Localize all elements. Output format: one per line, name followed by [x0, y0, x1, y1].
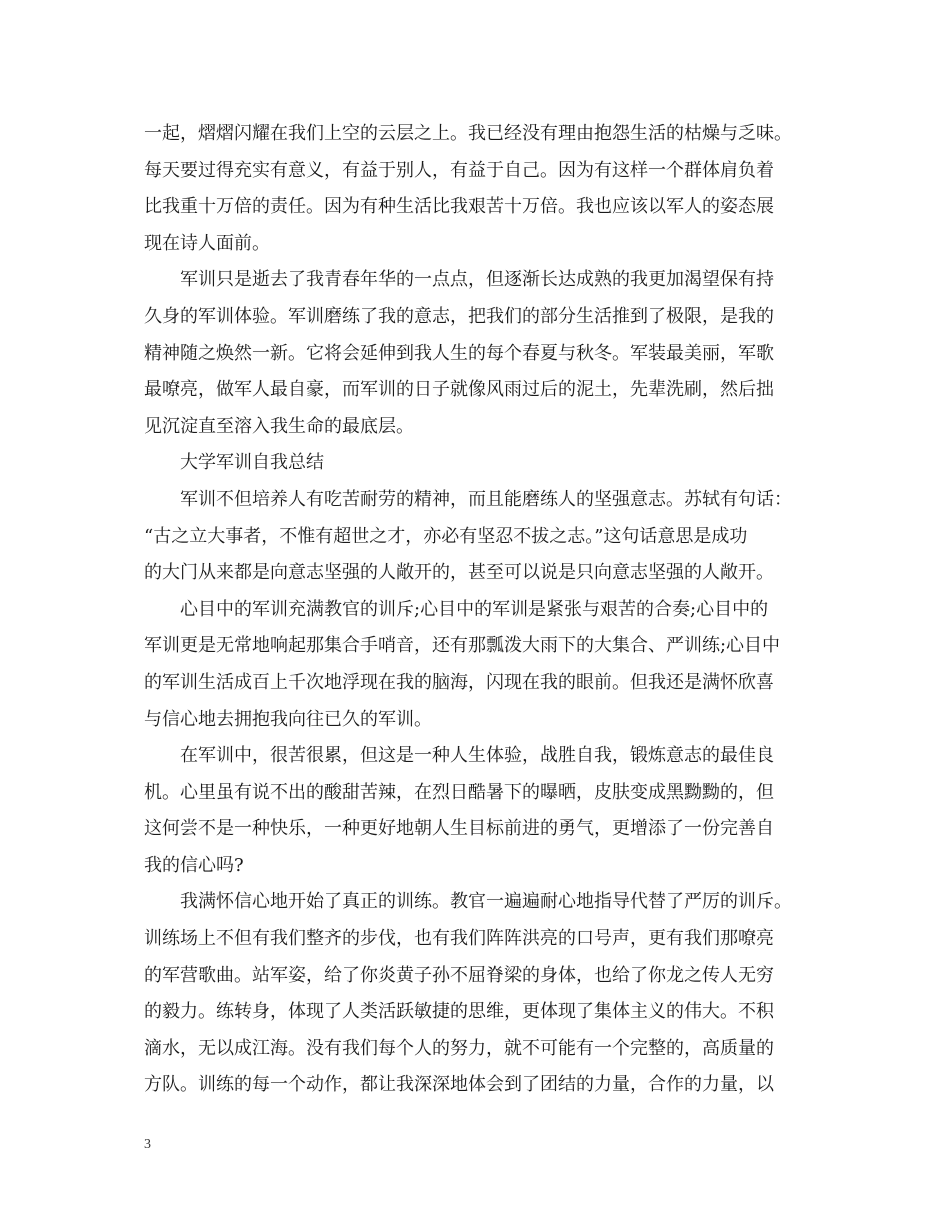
text-line: 见沉淀直至溶入我生命的最底层。 [144, 415, 414, 437]
text-line: “古之立大事者，不惟有超世之才，亦必有坚忍不拔之志。”这句话意思是成功 [144, 525, 748, 547]
text-line: 的军训生活成百上千次地浮现在我的脑海，闪现在我的眼前。但我还是满怀欣喜 [144, 671, 774, 693]
paragraph-start-line: 心目中的军训充满教官的训斥;心目中的军训是紧张与艰苦的合奏;心目中的 [180, 598, 769, 620]
document-body [144, 116, 804, 1104]
text-line: 军训更是无常地响起那集合手哨音，还有那瓢泼大雨下的大集合、严训练;心目中 [144, 635, 781, 657]
section-heading: 大学军训自我总结 [180, 452, 324, 474]
paragraph-start-line: 军训只是逝去了我青春年华的一点点，但逐渐长达成熟的我更加渴望保有持 [180, 269, 774, 291]
text-line: 这何尝不是一种快乐，一种更好地朝人生目标前进的勇气，更增添了一份完善自 [144, 818, 774, 840]
text-line: 我的信心吗? [144, 854, 244, 876]
text-line: 方队。训练的每一个动作，都让我深深地体会到了团结的力量，合作的力量，以 [144, 1074, 774, 1096]
text-line: 训练场上不但有我们整齐的步伐，也有我们阵阵洪亮的口号声，更有我们那嘹亮 [144, 928, 774, 950]
paragraph-start-line: 我满怀信心地开始了真正的训练。教官一遍遍耐心地指导代替了严厉的训斥。 [180, 891, 792, 913]
text-line: 每天要过得充实有意义，有益于别人，有益于自己。因为有这样一个群体肩负着 [144, 159, 774, 181]
text-line: 的军营歌曲。站军姿，给了你炎黄子孙不屈脊梁的身体，也给了你龙之传人无穷 [144, 964, 774, 986]
text-line: 久身的军训体验。军训磨练了我的意志，把我们的部分生活推到了极限，是我的 [144, 305, 774, 327]
text-line: 比我重十万倍的责任。因为有种生活比我艰苦十万倍。我也应该以军人的姿态展 [144, 196, 774, 218]
text-line: 滴水，无以成江海。没有我们每个人的努力，就不可能有一个完整的，高质量的 [144, 1037, 774, 1059]
page-number: 3 [144, 1137, 151, 1152]
text-line: 最嘹亮，做军人最自豪，而军训的日子就像风雨过后的泥土，先辈洗刷，然后拙 [144, 379, 774, 401]
text-line: 的大门从来都是向意志坚强的人敞开的，甚至可以说是只向意志坚强的人敞开。 [144, 562, 774, 584]
text-line: 一起，熠熠闪耀在我们上空的云层之上。我已经没有理由抱怨生活的枯燥与乏味。 [144, 123, 792, 144]
text-line: 现在诗人面前。 [144, 232, 270, 254]
paragraph-start-line: 在军训中，很苦很累，但这是一种人生体验，战胜自我，锻炼意志的最佳良 [180, 745, 774, 767]
text-line: 与信心地去拥抱我向往已久的军训。 [144, 708, 432, 730]
text-line: 机。心里虽有说不出的酸甜苦辣，在烈日酷暑下的曝晒，皮肤变成黑黝黝的，但 [144, 781, 774, 803]
paragraph-start-line: 军训不但培养人有吃苦耐劳的精神，而且能磨练人的坚强意志。苏轼有句话： [180, 488, 792, 510]
text-line: 精神随之焕然一新。它将会延伸到我人生的每个春夏与秋冬。军装最美丽，军歌 [144, 342, 774, 364]
text-line: 的毅力。练转身，体现了人类活跃敏捷的思维，更体现了集体主义的伟大。不积 [144, 1001, 774, 1023]
